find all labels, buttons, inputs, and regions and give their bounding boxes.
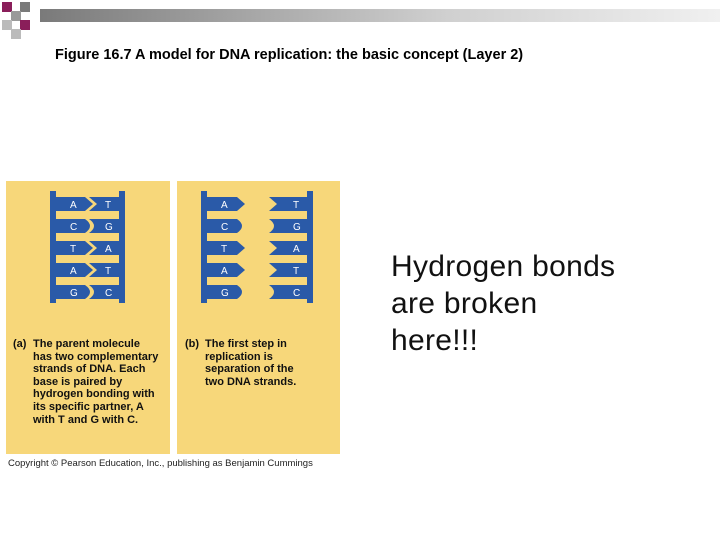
- base-label: A: [70, 266, 77, 277]
- base-label: G: [293, 222, 301, 233]
- note-line: Hydrogen bonds: [391, 250, 616, 283]
- header-gradient-bar: [40, 9, 720, 22]
- base-label: G: [105, 222, 113, 233]
- copyright-credit: Copyright © Pearson Education, Inc., publishing as Benjamin Cummings: [8, 458, 313, 469]
- caption-line: The first step in: [205, 338, 287, 350]
- base-label: A: [70, 200, 77, 211]
- base-label: T: [105, 266, 112, 277]
- base-label: A: [293, 244, 300, 255]
- caption-line: its specific partner, A: [33, 400, 144, 413]
- base-label: T: [70, 244, 77, 255]
- base-label: T: [293, 266, 300, 277]
- caption-line: separation of the: [205, 363, 294, 376]
- base-label: T: [293, 200, 300, 211]
- base-label: C: [293, 288, 301, 299]
- base-right: [269, 285, 307, 299]
- base-right: [269, 219, 307, 233]
- panel-a: [6, 181, 170, 454]
- annotation-note: [391, 248, 615, 359]
- caption-b-label: (b): [185, 338, 200, 350]
- base-right: [89, 197, 119, 211]
- panel-b: [177, 181, 340, 454]
- base-right: [269, 241, 307, 255]
- base-label: C: [70, 222, 78, 233]
- caption-line: replication is: [205, 350, 273, 363]
- note-line: are broken: [391, 287, 538, 320]
- base-label: G: [221, 288, 229, 299]
- base-label: A: [105, 244, 112, 255]
- caption-line: has two complementary: [33, 350, 159, 363]
- base-right: [269, 197, 307, 211]
- caption-a-text: [33, 338, 158, 426]
- dna-diagram-b: [177, 181, 340, 306]
- caption-line: strands of DNA. Each: [33, 363, 146, 376]
- base-right: [269, 263, 307, 277]
- base-label: A: [221, 200, 228, 211]
- dna-diagram-a: [6, 181, 170, 306]
- caption-line: with T and G with C.: [33, 413, 139, 426]
- caption-line: two DNA strands.: [205, 375, 297, 388]
- caption-line: The parent molecule: [33, 338, 140, 350]
- caption-b-text: [205, 338, 296, 388]
- base-right: [89, 219, 119, 233]
- base-label: G: [70, 288, 78, 299]
- base-label: C: [221, 222, 229, 233]
- base-right: [89, 241, 119, 255]
- caption-a-label: (a): [13, 338, 27, 350]
- slide-title: Figure 16.7 A model for DNA replication: the basic concept (Layer 2): [55, 47, 524, 63]
- caption-line: hydrogen bonding with: [33, 388, 155, 401]
- base-label: T: [105, 200, 112, 211]
- caption-line: base is paired by: [33, 375, 123, 388]
- base-right: [89, 263, 119, 277]
- base-label: C: [105, 288, 113, 299]
- base-right: [89, 285, 119, 299]
- base-label: A: [221, 266, 228, 277]
- base-label: T: [221, 244, 228, 255]
- corner-decoration: [0, 0, 42, 42]
- note-line: here!!!: [391, 324, 479, 357]
